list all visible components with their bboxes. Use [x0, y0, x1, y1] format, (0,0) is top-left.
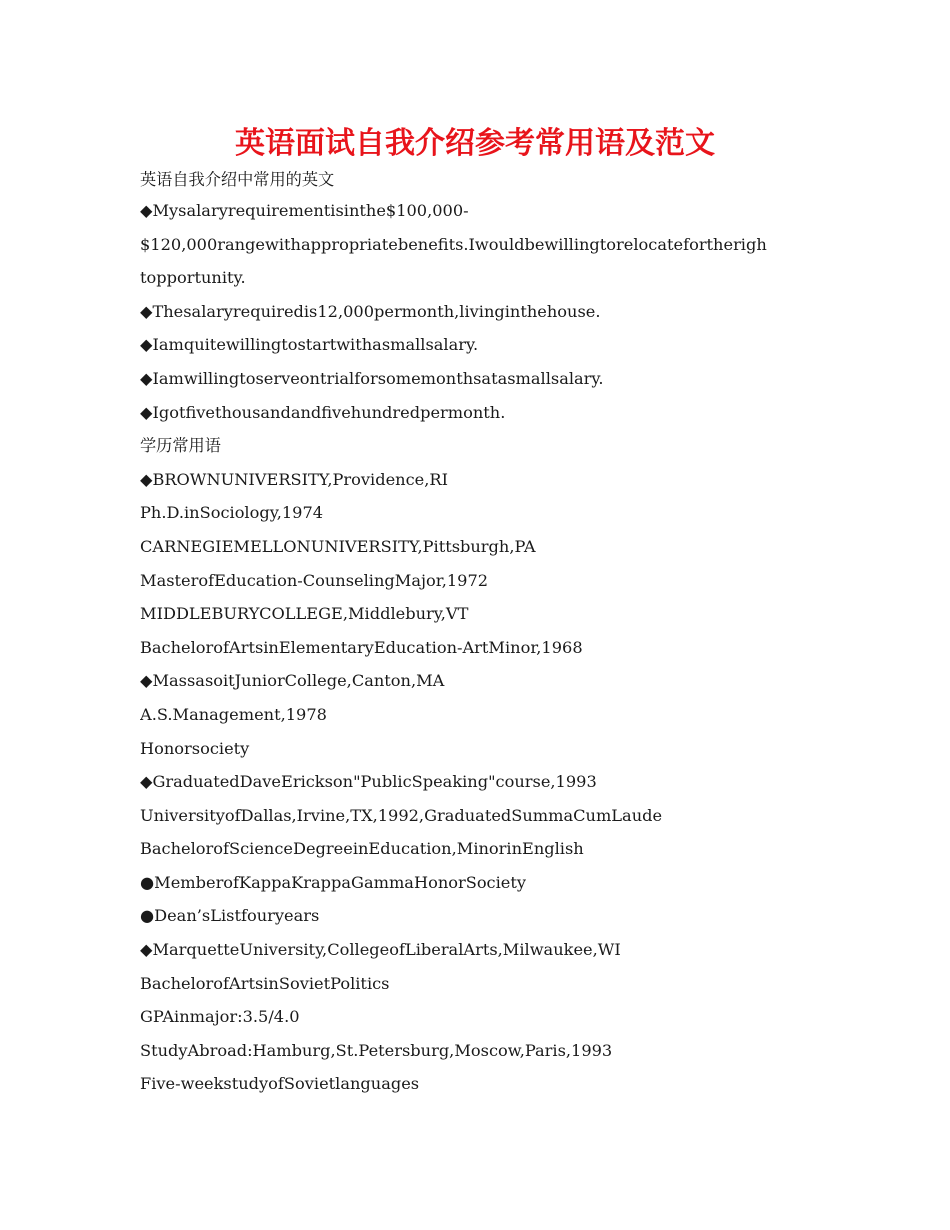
text-line: BachelorofArtsinSovietPolitics	[140, 973, 390, 993]
text-line: ◆Mysalaryrequirementisinthe$100,000-	[140, 201, 469, 220]
text-line: MIDDLEBURYCOLLEGE,Middlebury,VT	[140, 604, 469, 624]
text-line: Honorsociety	[140, 738, 250, 758]
document-body	[140, 166, 820, 1104]
text-line: $120,000rangewithappropriatebenefits.Iwouldbewillingtorelocatefortherigh	[140, 234, 767, 254]
text-line: MasterofEducation-CounselingMajor,1972	[140, 570, 489, 590]
text-line: ◆Thesalaryrequiredis12,000permonth,livinginthehouse.	[140, 301, 601, 321]
text-line: ◆BROWNUNIVERSITY,Providence,RI	[140, 469, 448, 489]
text-line: ◆MassasoitJuniorCollege,Canton,MA	[140, 671, 445, 691]
section-heading-intro: 英语自我介绍中常用的英文	[140, 170, 335, 189]
text-line: ●Dean’sListfouryears	[140, 906, 320, 926]
text-line: ◆Iamwillingtoserveontrialforsomemonthsatasmallsalary.	[140, 368, 604, 388]
text-line: StudyAbroad:Hamburg,St.Petersburg,Moscow,Paris,1993	[140, 1040, 613, 1060]
text-line: UniversityofDallas,Irvine,TX,1992,GraduatedSummaCumLaude	[140, 805, 663, 825]
text-line: Ph.D.inSociology,1974	[140, 503, 324, 523]
text-line: BachelorofScienceDegreeinEducation,MinorinEnglish	[140, 839, 584, 859]
text-line: Five-weekstudyofSovietlanguages	[140, 1074, 420, 1094]
section-heading-education: 学历常用语	[140, 436, 221, 456]
text-line: CARNEGIEMELLONUNIVERSITY,Pittsburgh,PA	[140, 536, 536, 556]
text-line: ◆Igotfivethousandandfivehundredpermonth.	[140, 402, 506, 422]
text-line: BachelorofArtsinElementaryEducation-ArtMinor,1968	[140, 637, 583, 657]
document-title: 英语面试自我介绍参考常用语及范文	[235, 126, 715, 161]
text-line: topportunity.	[140, 268, 246, 288]
text-line: GPAinmajor:3.5/4.0	[140, 1007, 300, 1027]
text-line: A.S.Management,1978	[140, 704, 327, 724]
text-line: ◆MarquetteUniversity,CollegeofLiberalArts,Milwaukee,WI	[140, 940, 621, 960]
text-line: ◆Iamquitewillingtostartwithasmallsalary.	[140, 335, 479, 355]
text-line: ◆GraduatedDaveErickson"PublicSpeaking"course,1993	[140, 772, 597, 792]
text-line: ●MemberofKappaKrappaGammaHonorSociety	[140, 872, 527, 892]
